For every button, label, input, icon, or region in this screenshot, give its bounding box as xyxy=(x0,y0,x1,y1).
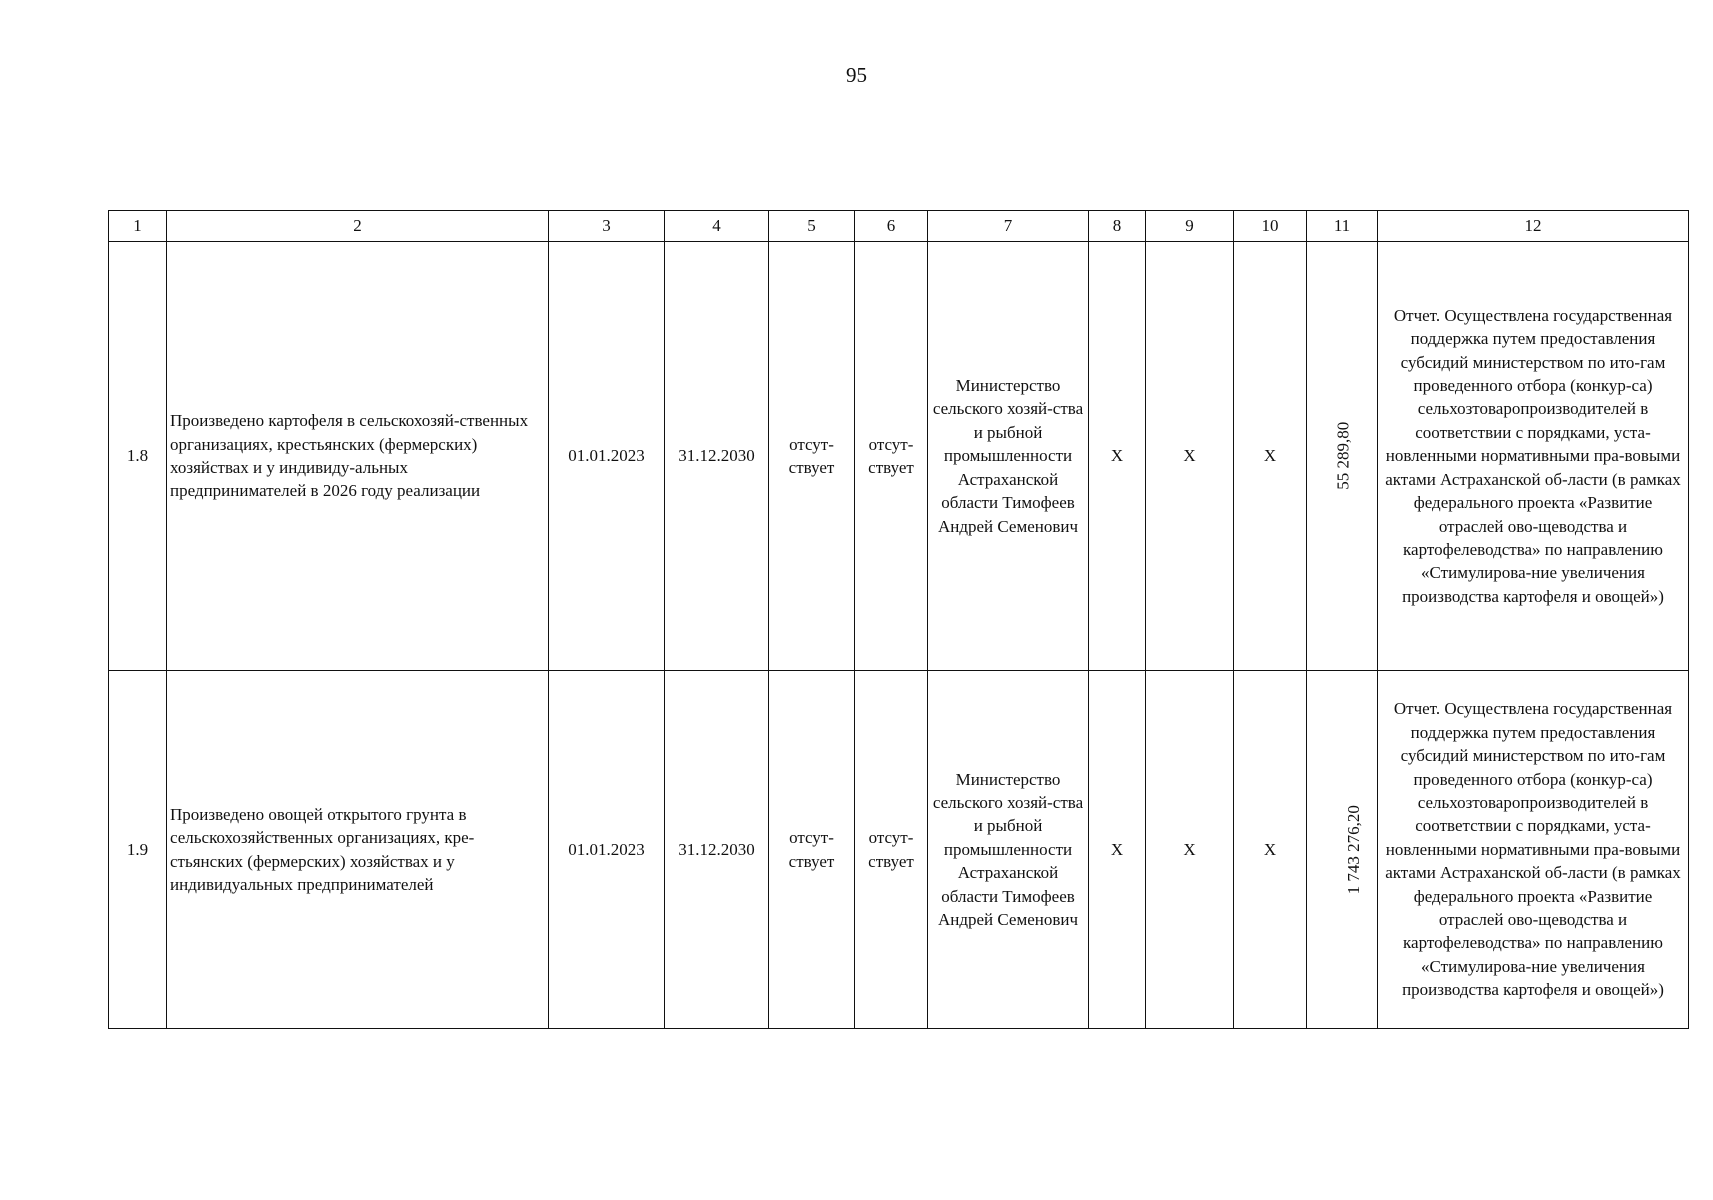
header-cell: 7 xyxy=(928,211,1089,242)
amount-cell xyxy=(1307,242,1378,671)
col6-value: отсут-ствует xyxy=(855,671,928,1029)
col5-value: отсут-ствует xyxy=(769,671,855,1029)
header-row xyxy=(109,211,1689,242)
responsible: Министерство сельского хозяй-ства и рыбной промышленности Астраханской области Тимофеев Андрей Семенович xyxy=(928,242,1089,671)
start-date: 01.01.2023 xyxy=(549,242,665,671)
row-number: 1.8 xyxy=(109,242,167,671)
note: Отчет. Осуществлена государственная поддержка путем предоставления субсидий министерством по ито-гам проведенного отбора (конкур-са) сельхозтоваропроизводителей в соответствии с порядками, уста-новленными нормативными пра-вовыми актами Астраханской об-ласти (в рамках федерального проекта «Развитие отраслей ово-щеводства и картофелеводства» по направлению «Стимулирова-ние увеличения производства картофеля и овощей») xyxy=(1378,242,1689,671)
col8-value: X xyxy=(1089,671,1146,1029)
start-date: 01.01.2023 xyxy=(549,671,665,1029)
col10-value: X xyxy=(1234,671,1307,1029)
col9-value: X xyxy=(1146,242,1234,671)
header-cell: 8 xyxy=(1089,211,1146,242)
amount-cell xyxy=(1307,671,1378,1029)
row-name: Произведено овощей открытого грунта в сельскохозяйственных организациях, кре-стьянских (фермерских) хозяйствах и у индивидуальных предпринимателей xyxy=(167,671,549,1029)
col6-value: отсут-ствует xyxy=(855,242,928,671)
row-name: Произведено картофеля в сельскохозяй-ственных организациях, крестьянских (фермерских) хозяйствах и у индивиду-альных предпринимателей в 2026 году реализации xyxy=(167,242,549,671)
header-cell: 10 xyxy=(1234,211,1307,242)
header-cell: 4 xyxy=(665,211,769,242)
header-cell: 5 xyxy=(769,211,855,242)
amount-value: 1 743 276,20 xyxy=(1343,804,1363,895)
note: Отчет. Осуществлена государственная поддержка путем предоставления субсидий министерством по ито-гам проведенного отбора (конкур-са) сельхозтоваропроизводителей в соответствии с порядками, уста-новленными нормативными пра-вовыми актами Астраханской об-ласти (в рамках федерального проекта «Развитие отраслей ово-щеводства и картофелеводства» по направлению «Стимулирова-ние увеличения производства картофеля и овощей») xyxy=(1378,671,1689,1029)
header-cell: 6 xyxy=(855,211,928,242)
header-cell: 2 xyxy=(167,211,549,242)
page-number: 95 xyxy=(846,63,867,87)
report-table xyxy=(108,210,1689,1029)
table-row xyxy=(109,671,1689,1029)
header-cell: 1 xyxy=(109,211,167,242)
col9-value: X xyxy=(1146,671,1234,1029)
end-date: 31.12.2030 xyxy=(665,242,769,671)
row-number: 1.9 xyxy=(109,671,167,1029)
col5-value: отсут-ствует xyxy=(769,242,855,671)
table-row xyxy=(109,242,1689,671)
responsible: Министерство сельского хозяй-ства и рыбной промышленности Астраханской области Тимофеев Андрей Семенович xyxy=(928,671,1089,1029)
header-cell: 9 xyxy=(1146,211,1234,242)
header-cell: 11 xyxy=(1307,211,1378,242)
col10-value: X xyxy=(1234,242,1307,671)
end-date: 31.12.2030 xyxy=(665,671,769,1029)
header-cell: 12 xyxy=(1378,211,1689,242)
col8-value: X xyxy=(1089,242,1146,671)
amount-value: 55 289,80 xyxy=(1333,422,1353,490)
header-cell: 3 xyxy=(549,211,665,242)
